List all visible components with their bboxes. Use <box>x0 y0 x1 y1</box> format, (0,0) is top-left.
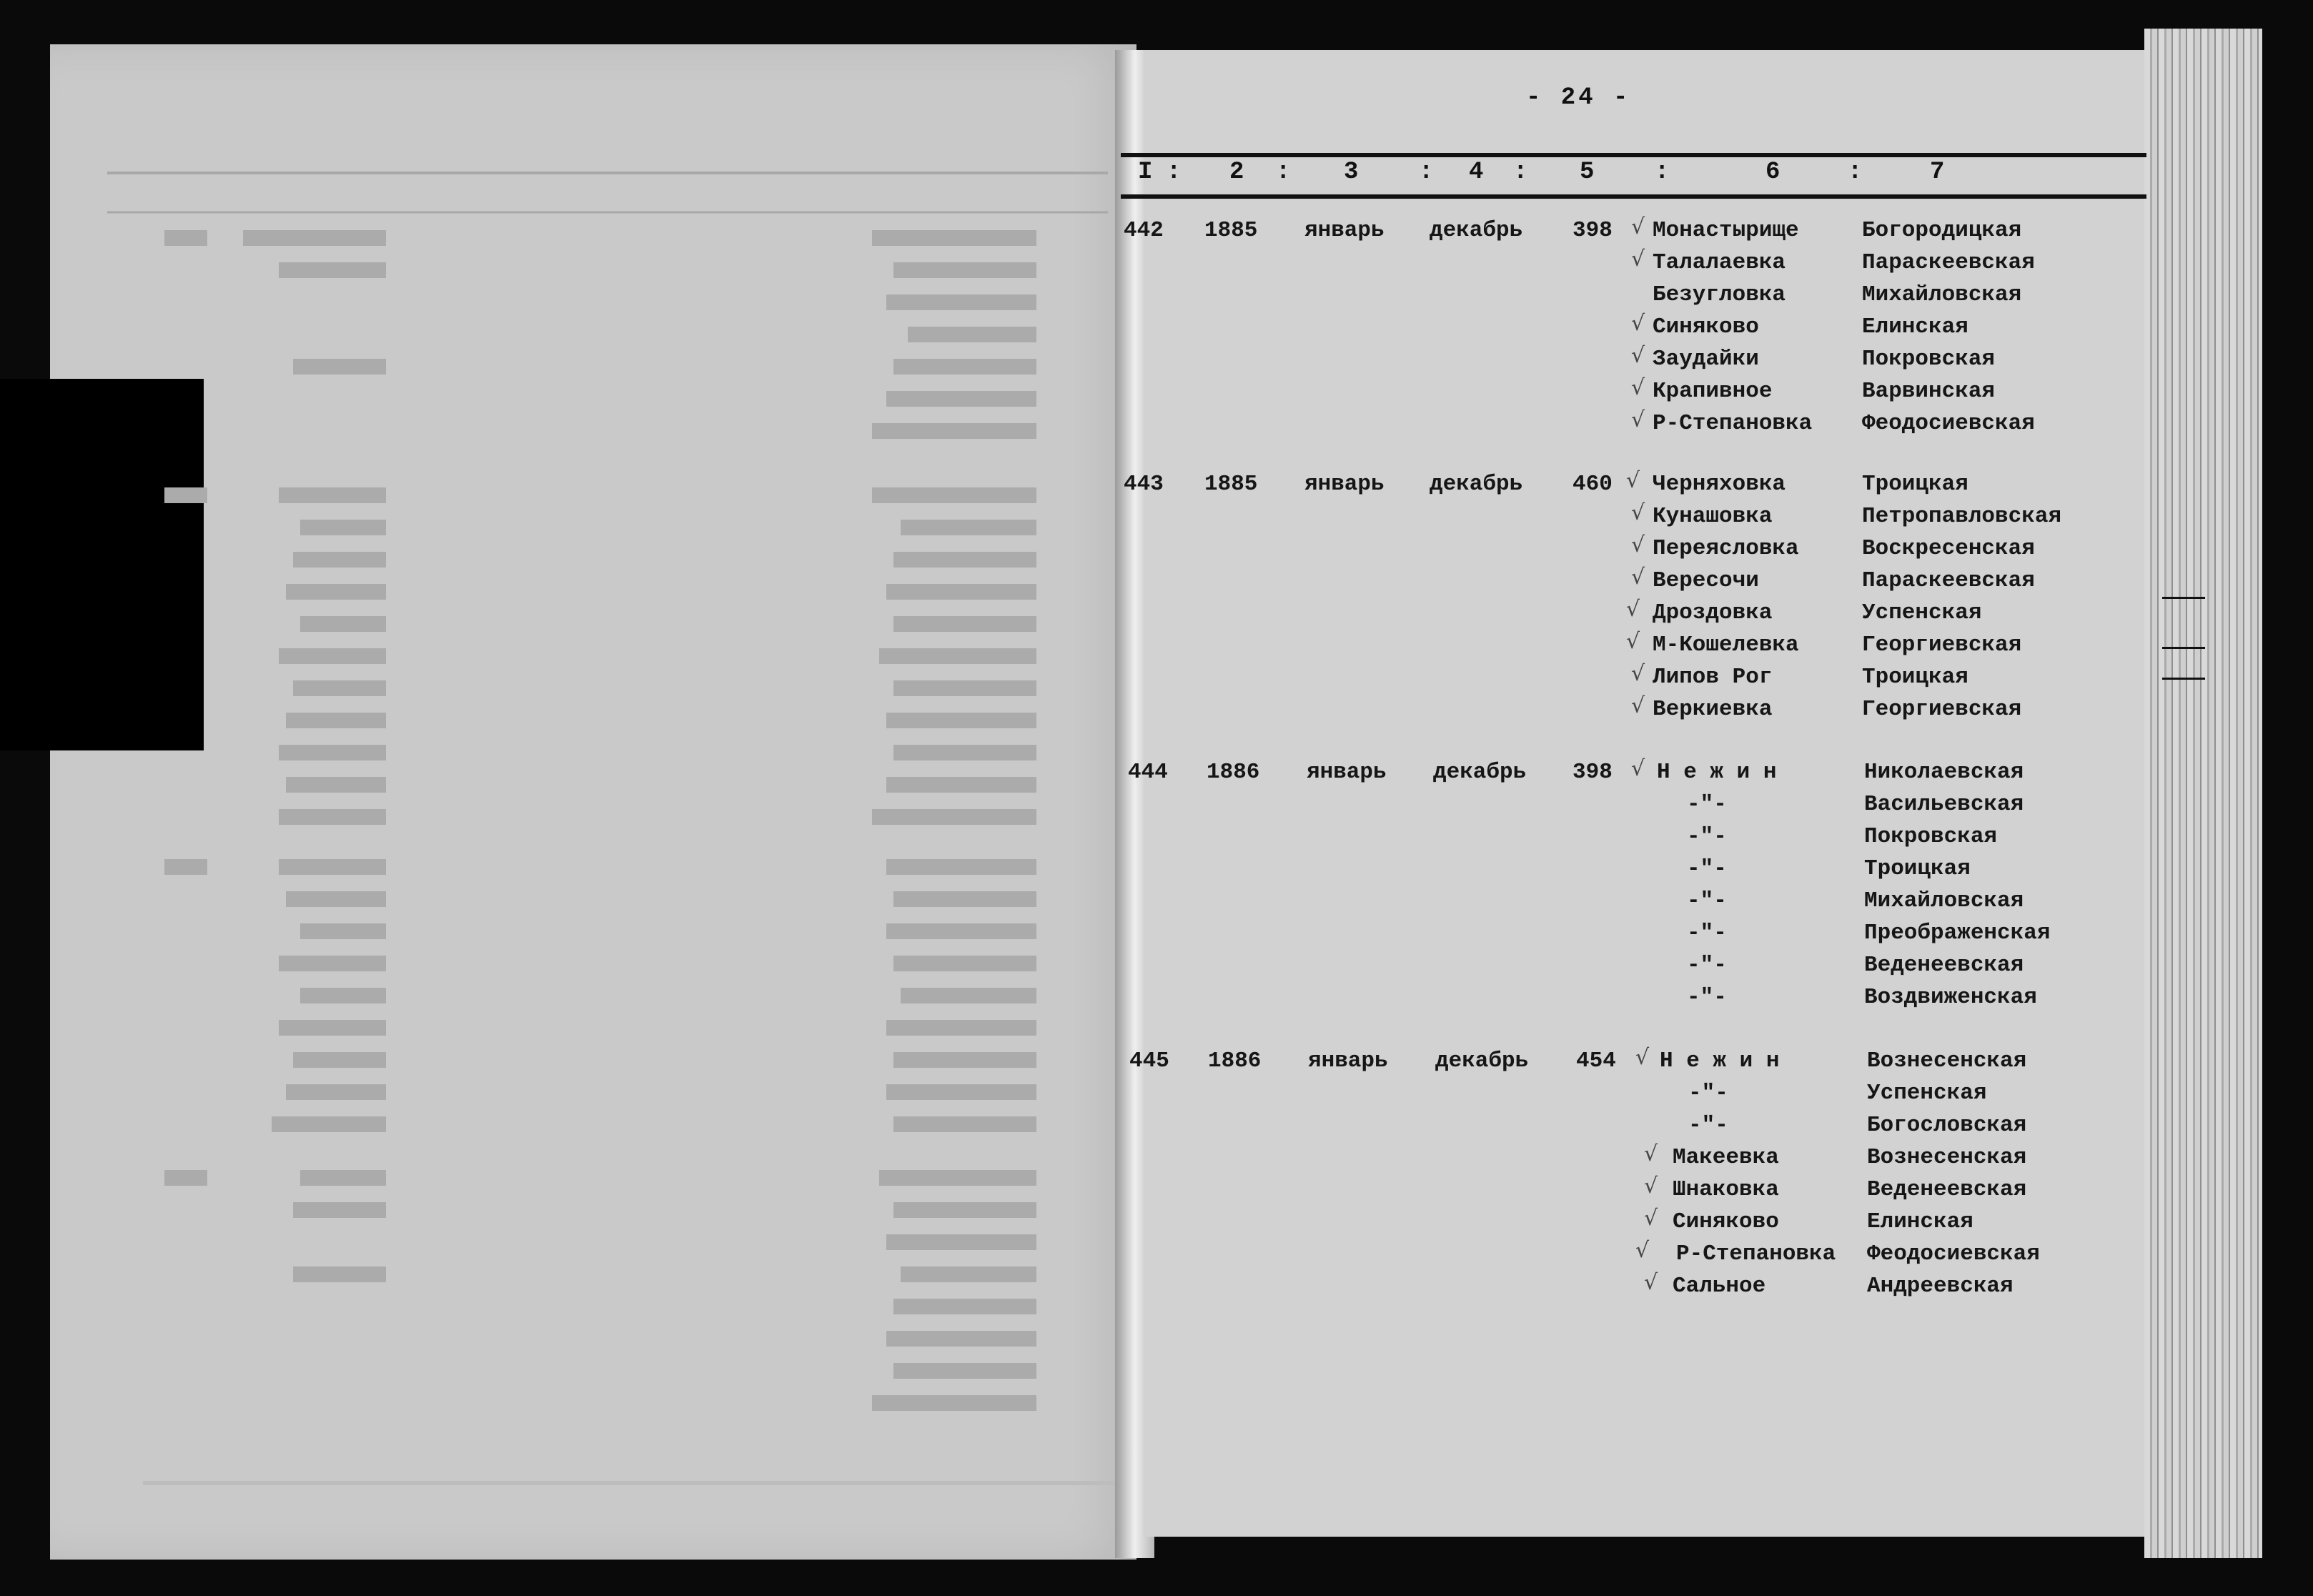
entry-442-year: 1885 <box>1204 218 1258 243</box>
entry-445-church: Веденеевская <box>1867 1177 2027 1202</box>
checkmark-icon: √ <box>1635 1045 1650 1070</box>
col-header-1: I <box>1138 159 1153 186</box>
checkmark-icon: √ <box>1631 311 1645 336</box>
entry-445-place: Сальное <box>1673 1274 1766 1299</box>
entry-445-to: декабрь <box>1435 1049 1529 1074</box>
page-edges <box>2144 29 2262 1558</box>
entry-442-church: Варвинская <box>1862 379 1996 404</box>
checkmark-icon: √ <box>1635 1238 1650 1263</box>
entry-443-place: Кунашовка <box>1653 504 1773 529</box>
entry-445-church: Андреевская <box>1867 1274 2014 1299</box>
entry-443-from: январь <box>1304 472 1385 497</box>
entry-444-church: Николаевская <box>1864 760 2024 785</box>
entry-442-number: 442 <box>1124 218 1164 243</box>
entry-443-place: Переясловка <box>1653 536 1799 561</box>
checkmark-icon: √ <box>1631 375 1645 400</box>
checkmark-icon: √ <box>1631 500 1645 525</box>
checkmark-icon: √ <box>1626 468 1640 493</box>
entry-445-place: -"- <box>1688 1081 1728 1106</box>
entry-444-place: -"- <box>1687 985 1727 1010</box>
entry-442-count: 398 <box>1572 218 1613 243</box>
bleed-through-text <box>50 44 1136 1438</box>
entry-444-place: -"- <box>1687 921 1727 946</box>
entry-443-place: Липов Рог <box>1653 665 1773 690</box>
col-separator-6: : <box>1848 159 1863 186</box>
entry-445-place: Макеевка <box>1673 1145 1779 1170</box>
entry-444-year: 1886 <box>1207 760 1260 785</box>
checkmark-icon: √ <box>1631 756 1645 781</box>
entry-445-church: Богословская <box>1867 1113 2027 1138</box>
entry-442-place: Талалаевка <box>1653 250 1786 275</box>
entry-442-place: Синяково <box>1653 314 1759 339</box>
entry-444-place: -"- <box>1687 953 1727 978</box>
col-header-2: 2 <box>1229 159 1244 186</box>
entry-444-place: -"- <box>1687 856 1727 881</box>
checkmark-icon: √ <box>1631 407 1645 432</box>
entry-445-church: Вознесенская <box>1867 1145 2027 1170</box>
entry-443-church: Троицкая <box>1862 472 1968 497</box>
entry-443-count: 460 <box>1572 472 1613 497</box>
entry-442-place: Р-Степановка <box>1653 411 1813 436</box>
header-rule-bottom <box>1121 194 2146 199</box>
entry-443-church: Параскеевская <box>1862 568 2035 593</box>
entry-445-count: 454 <box>1576 1049 1616 1074</box>
col-separator-4: : <box>1513 159 1528 186</box>
checkmark-icon: √ <box>1631 661 1645 686</box>
checkmark-icon: √ <box>1631 343 1645 368</box>
header-rule-top <box>1121 153 2146 157</box>
entry-444-church: Троицкая <box>1864 856 1971 881</box>
entry-442-church: Параскеевская <box>1862 250 2035 275</box>
entry-445-place: Шнаковка <box>1673 1177 1779 1202</box>
checkmark-icon: √ <box>1631 693 1645 718</box>
entry-442-church: Михайловская <box>1862 282 2022 307</box>
entry-445-place: Синяково <box>1673 1209 1779 1234</box>
entry-443-church: Воскресенская <box>1862 536 2035 561</box>
edge-mark <box>2162 597 2205 599</box>
entry-442-place: Заудайки <box>1653 347 1759 372</box>
entry-444-place: Н е ж и н <box>1657 760 1777 785</box>
checkmark-icon: √ <box>1631 532 1645 557</box>
entry-442-church: Богородицкая <box>1862 218 2022 243</box>
checkmark-icon: √ <box>1626 629 1640 654</box>
entry-444-to: декабрь <box>1433 760 1527 785</box>
checkmark-icon: √ <box>1644 1141 1658 1166</box>
entry-442-church: Покровская <box>1862 347 1996 372</box>
checkmark-icon: √ <box>1626 597 1640 622</box>
entry-444-from: январь <box>1307 760 1387 785</box>
entry-442-place: Крапивное <box>1653 379 1773 404</box>
entry-443-church: Георгиевская <box>1862 697 2022 722</box>
edge-mark <box>2162 678 2205 680</box>
checkmark-icon: √ <box>1644 1174 1658 1199</box>
entry-444-count: 398 <box>1572 760 1613 785</box>
col-separator-2: : <box>1276 159 1291 186</box>
entry-442-place: Безугловка <box>1653 282 1786 307</box>
bleed-through-lines <box>50 44 1136 1438</box>
checkmark-icon: √ <box>1644 1206 1658 1231</box>
entry-443-place: Вересочи <box>1653 568 1759 593</box>
entry-443-church: Георгиевская <box>1862 633 2022 658</box>
entry-444-church: Михайловская <box>1864 888 2024 913</box>
entry-443-to: декабрь <box>1430 472 1523 497</box>
entry-445-church: Елинская <box>1867 1209 1973 1234</box>
entry-443-church: Троицкая <box>1862 665 1968 690</box>
entry-445-year: 1886 <box>1208 1049 1262 1074</box>
entry-445-church: Успенская <box>1867 1081 1987 1106</box>
entry-445-from: январь <box>1308 1049 1388 1074</box>
entry-442-church: Феодосиевская <box>1862 411 2035 436</box>
col-header-3: 3 <box>1344 159 1359 186</box>
edge-mark <box>2162 647 2205 649</box>
entry-445-place: Р-Степановка <box>1676 1241 1836 1267</box>
entry-442-from: январь <box>1304 218 1385 243</box>
col-separator-5: : <box>1655 159 1670 186</box>
entry-442-place: Монастырище <box>1653 218 1799 243</box>
checkmark-icon: √ <box>1631 565 1645 590</box>
col-header-7: 7 <box>1930 159 1945 186</box>
entry-444-number: 444 <box>1128 760 1168 785</box>
col-header-6: 6 <box>1765 159 1780 186</box>
entry-444-church: Васильевская <box>1864 792 2024 817</box>
entry-444-church: Веденеевская <box>1864 953 2024 978</box>
col-header-4: 4 <box>1469 159 1484 186</box>
entry-443-church: Успенская <box>1862 600 1982 625</box>
col-separator-1: : <box>1167 159 1182 186</box>
page-number: - 24 - <box>1526 84 1631 111</box>
entry-445-place: Н е ж и н <box>1660 1049 1780 1074</box>
checkmark-icon: √ <box>1631 247 1645 272</box>
checkmark-icon: √ <box>1631 214 1645 239</box>
entry-445-church: Вознесенская <box>1867 1049 2027 1074</box>
entry-443-number: 443 <box>1124 472 1164 497</box>
entry-443-year: 1885 <box>1204 472 1258 497</box>
entry-443-place: Веркиевка <box>1653 697 1773 722</box>
col-header-5: 5 <box>1580 159 1595 186</box>
entry-443-place: Дроздовка <box>1653 600 1773 625</box>
col-separator-3: : <box>1419 159 1434 186</box>
entry-444-church: Покровская <box>1864 824 1998 849</box>
entry-444-place: -"- <box>1687 824 1727 849</box>
entry-444-church: Воздвиженская <box>1864 985 2037 1010</box>
entry-445-church: Феодосиевская <box>1867 1241 2040 1267</box>
checkmark-icon: √ <box>1644 1270 1658 1295</box>
entry-445-place: -"- <box>1688 1113 1728 1138</box>
entry-443-place: Черняховка <box>1653 472 1786 497</box>
entry-443-place: М-Кошелевка <box>1653 633 1799 658</box>
entry-442-to: декабрь <box>1430 218 1523 243</box>
entry-442-church: Елинская <box>1862 314 1968 339</box>
entry-444-church: Преображенская <box>1864 921 2051 946</box>
entry-445-number: 445 <box>1129 1049 1169 1074</box>
entry-443-church: Петропавловская <box>1862 504 2062 529</box>
entry-444-place: -"- <box>1687 888 1727 913</box>
entry-444-place: -"- <box>1687 792 1727 817</box>
